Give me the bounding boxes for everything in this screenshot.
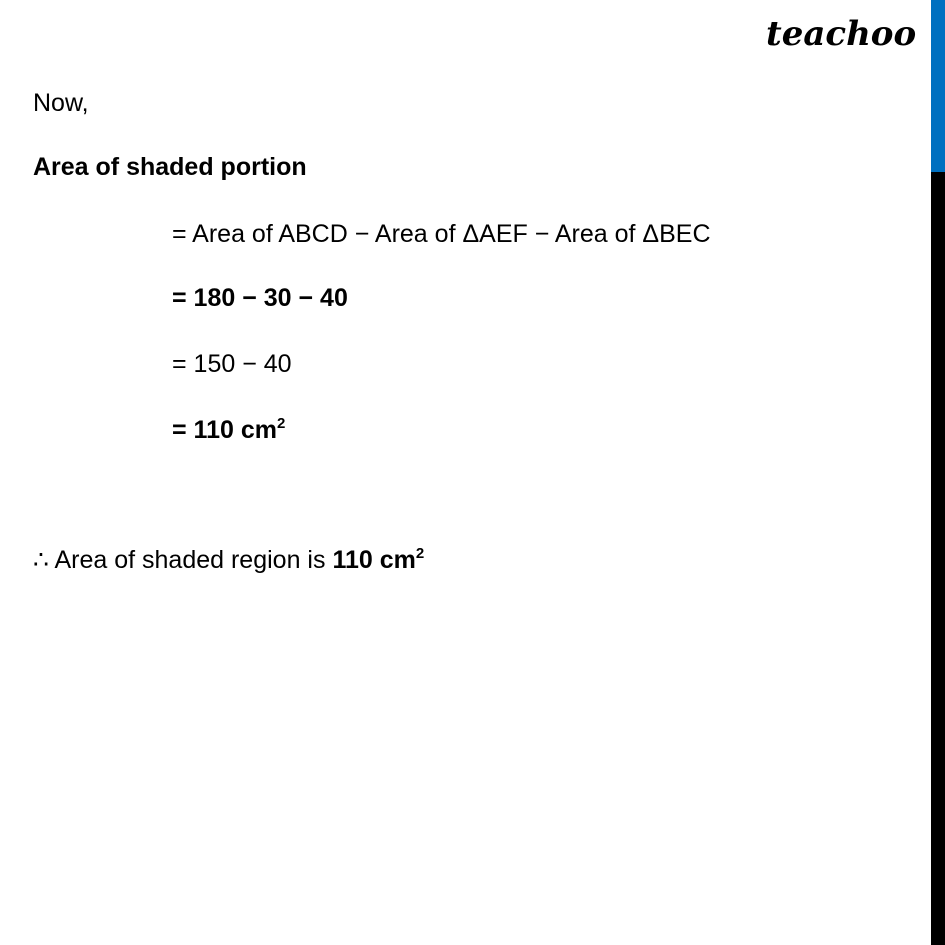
scrollbar-track[interactable]: [931, 172, 945, 945]
equation-step-4: [172, 415, 285, 445]
superscript: 2: [415, 545, 425, 562]
conclusion: [33, 545, 424, 575]
result-value: = 110 cm: [172, 416, 277, 444]
conclusion-text: ∴ Area of shaded region is: [33, 546, 333, 574]
teachoo-logo: teachoo: [766, 14, 917, 54]
scrollbar-thumb[interactable]: [931, 0, 945, 172]
equation-step-3: = 150 − 40: [172, 350, 292, 378]
equation-step-2: = 180 − 30 − 40: [172, 284, 348, 312]
conclusion-value: 110 cm: [332, 546, 416, 574]
superscript: 2: [276, 415, 286, 432]
equation-step-1: = Area of ABCD − Area of ΔAEF − Area of ΔBEC: [172, 220, 711, 248]
section-heading: Area of shaded portion: [33, 153, 307, 181]
intro-text: Now,: [33, 89, 89, 117]
